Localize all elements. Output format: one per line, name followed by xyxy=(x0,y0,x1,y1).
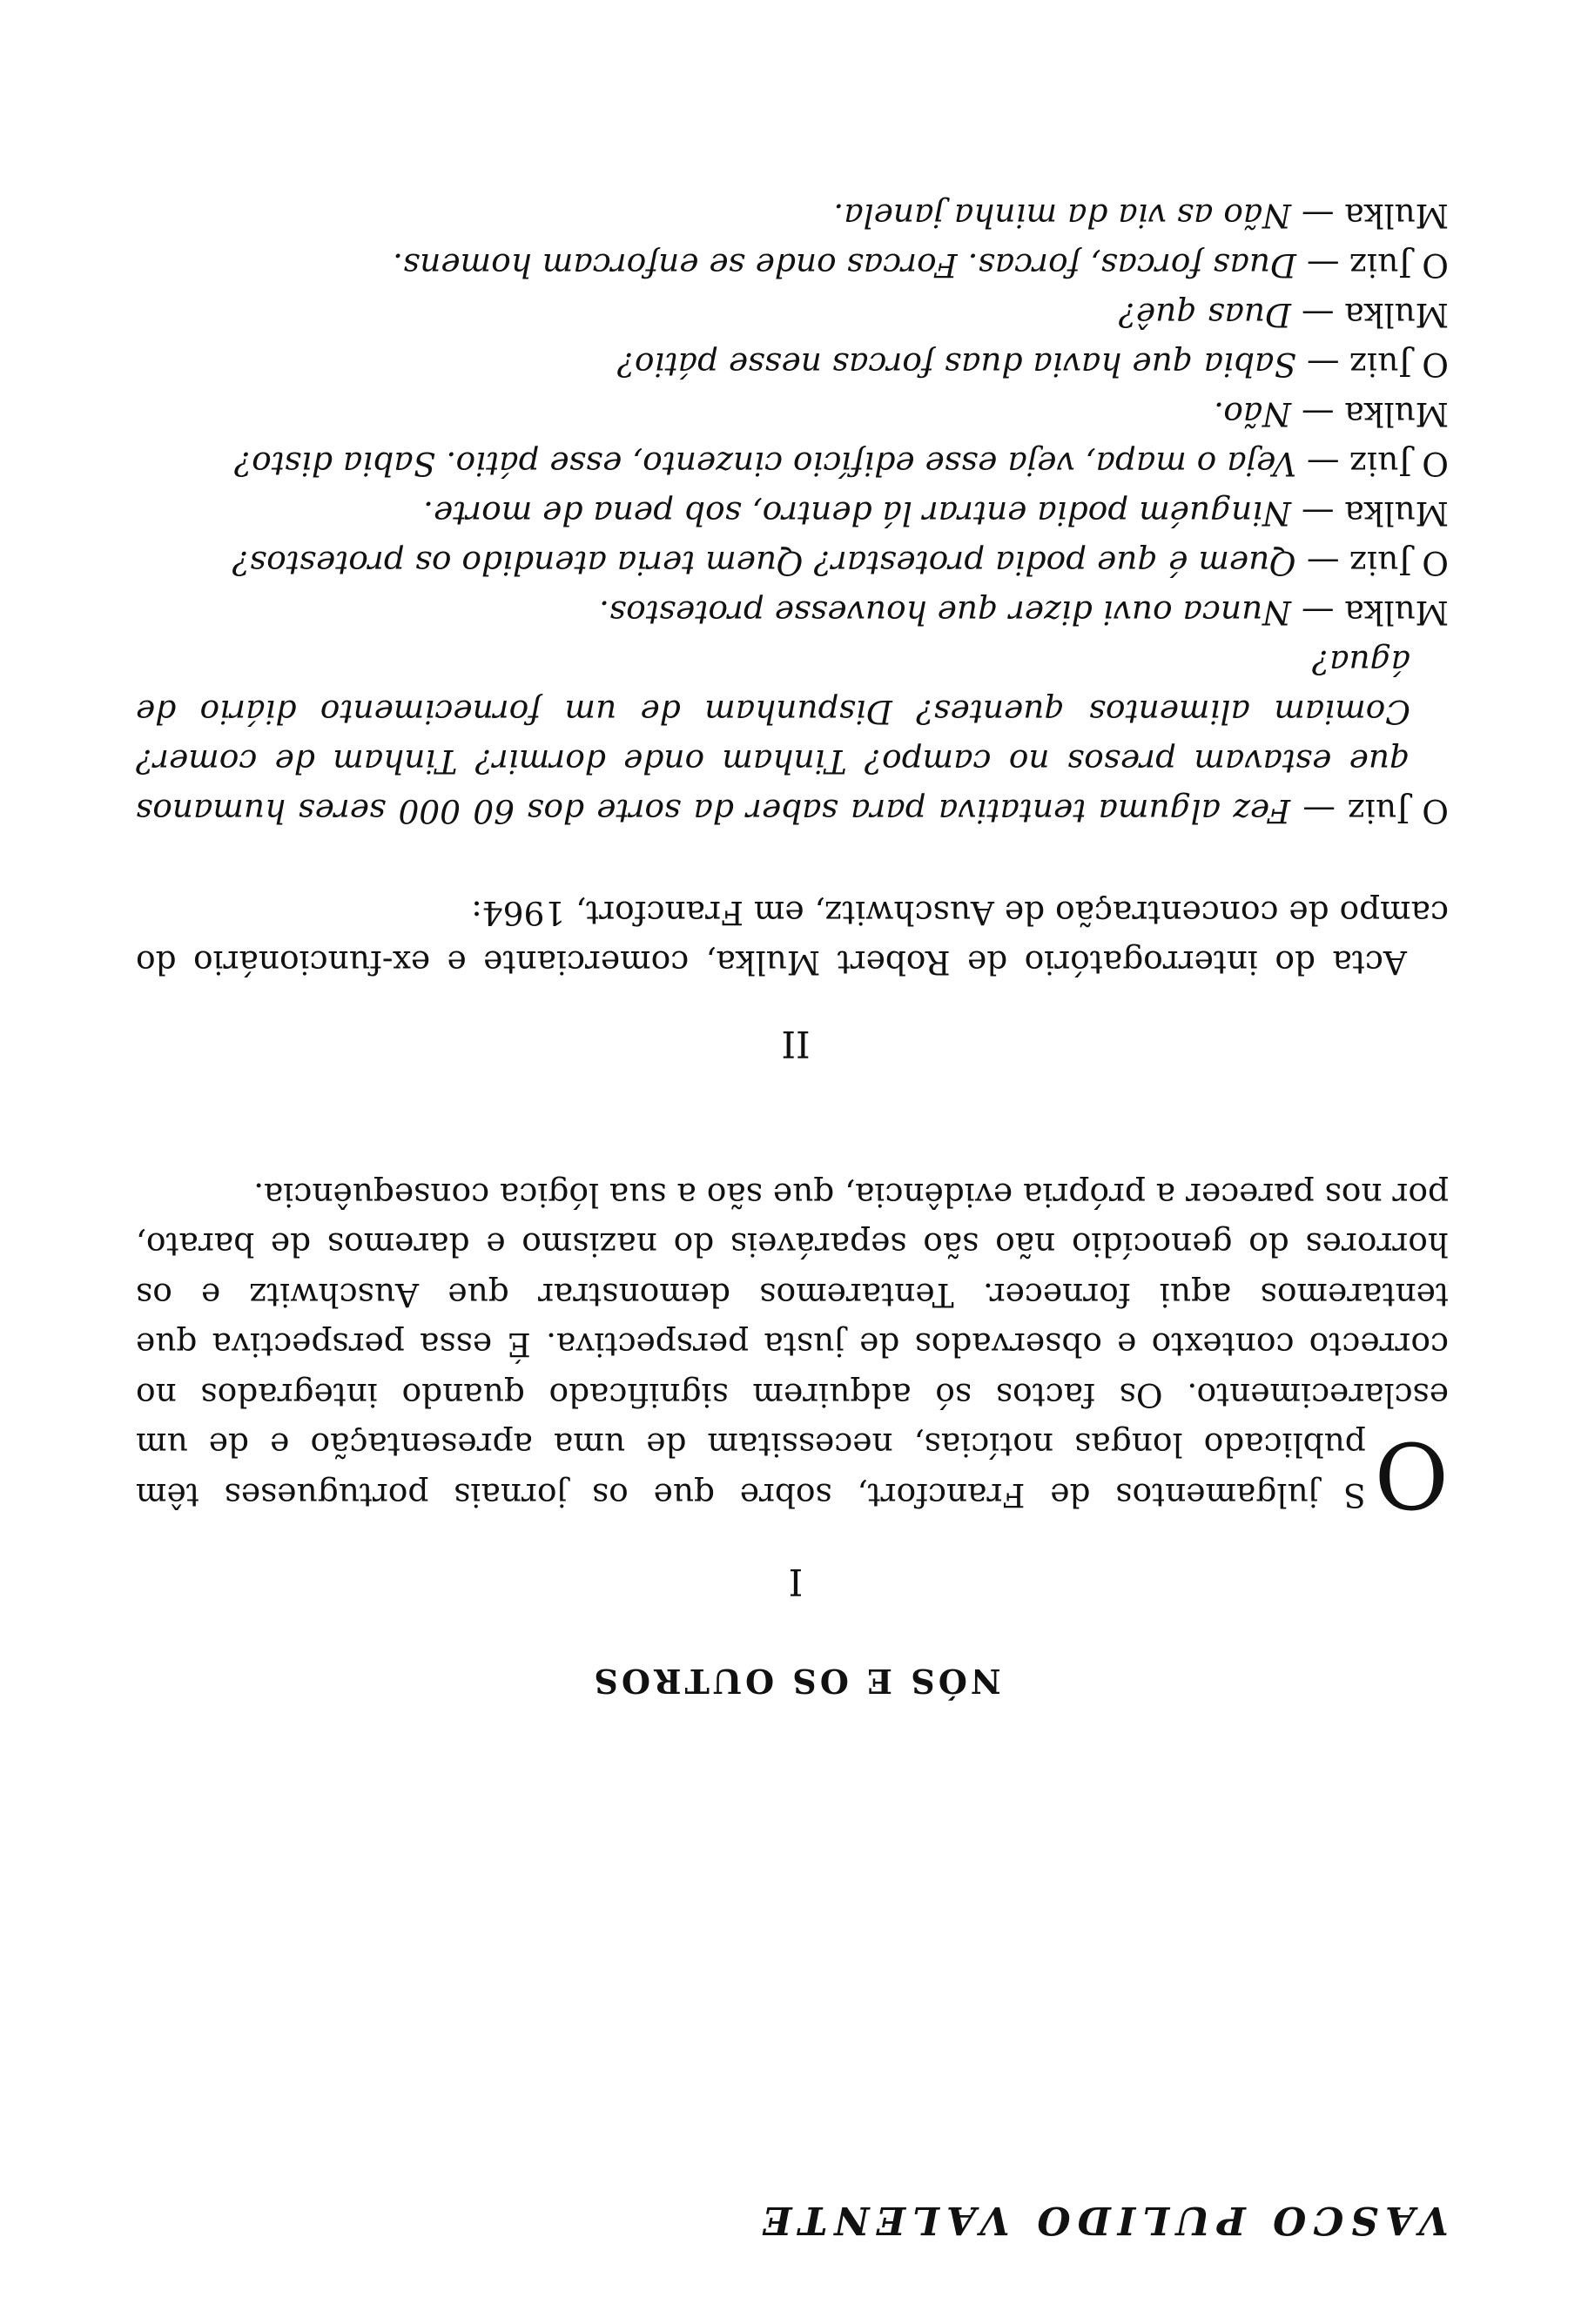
dialogue-line xyxy=(136,488,1449,538)
interrogation-intro: Acta do interrogatório de Robert Mulka, comerciante e ex-funcionário do campo de concentração de Auschwitz, em Francfort, 1964: xyxy=(136,894,1449,982)
dialogue-list xyxy=(136,191,1449,836)
dialogue-text: Duas quê? xyxy=(1118,296,1292,334)
dialogue-text: Veja o mapa, veja esse edifício cinzento, esse pátio. Sabia disto? xyxy=(234,445,1297,483)
dialogue-line xyxy=(136,240,1449,290)
dialogue-speaker: Mulka — xyxy=(1291,296,1449,334)
dialogue-line xyxy=(136,389,1449,439)
dialogue-text: Quem é que podia protestar? Quem teria atendido os protestos? xyxy=(232,544,1297,582)
dialogue-text: Não. xyxy=(1214,395,1292,433)
dialogue-text: Não as via da minha janela. xyxy=(833,197,1292,235)
dialogue-text: Ninguém podia entrar lá dentro, sob pena de morte. xyxy=(423,494,1292,533)
dialogue-line xyxy=(136,588,1449,637)
dialogue-speaker: O Juiz — xyxy=(1296,445,1449,483)
dialogue-line xyxy=(136,290,1449,339)
dialogue-speaker: Mulka — xyxy=(1291,197,1449,235)
section-heading-2: II xyxy=(781,1023,811,1065)
dialogue-speaker: O Juiz — xyxy=(1296,544,1449,582)
dialogue-line xyxy=(136,191,1449,240)
dialogue-line xyxy=(136,538,1449,588)
dialogue-speaker: Mulka — xyxy=(1291,395,1449,433)
dialogue-text: Fez alguma tentativa para saber da sorte dos 60 000 seres humanos que estavam presos no campo? Tinham onde dormir? Tinham de comer? Comiam alimentos quentes? Dispunham de um fornecimento diário de água? xyxy=(136,643,1410,830)
dialogue-speaker: O Juiz — xyxy=(1296,346,1449,384)
dialogue-line xyxy=(136,637,1449,836)
dialogue-speaker: Mulka — xyxy=(1291,494,1449,533)
dialogue-line xyxy=(136,439,1449,488)
drop-cap: O xyxy=(1374,1421,1449,1528)
dialogue-speaker: O Juiz — xyxy=(1290,792,1449,830)
dialogue-speaker: Mulka — xyxy=(1291,594,1449,632)
article-title: NÓS E OS OUTROS xyxy=(590,1662,1001,1701)
intro-text: S julgamentos de Francfort, sobre que os jornais portugueses têm publicado longas notícias, necessitam de uma apresentação e de um esclarecimento. Os factos só adquirem significado quando integrados no correcto contexto e observados de justa perspectiva. É essa perspectiva que tentaremos aqui fornecer. Tentaremos demonstrar que Auschwitz e os horrores do genocídio não são separáveis do nazismo e daremos de barato, por nos parecer a própria evidência, que são a sua lógica consequência. xyxy=(136,1176,1449,1515)
dialogue-text: Duas forcas, forcas. Forcas onde se enforcam homens. xyxy=(393,246,1297,285)
dialogue-speaker: O Juiz — xyxy=(1296,246,1449,285)
intro-paragraph xyxy=(136,1170,1449,1528)
running-header-author: VASCO PULIDO VALENTE xyxy=(756,2198,1449,2242)
section-heading-1: I xyxy=(788,1561,804,1603)
dialogue-text: Sabia que havia duas forcas nesse pátio? xyxy=(616,346,1297,384)
dialogue-line xyxy=(136,339,1449,389)
dialogue-text: Nunca ouvi dizer que houvesse protestos. xyxy=(599,594,1292,632)
